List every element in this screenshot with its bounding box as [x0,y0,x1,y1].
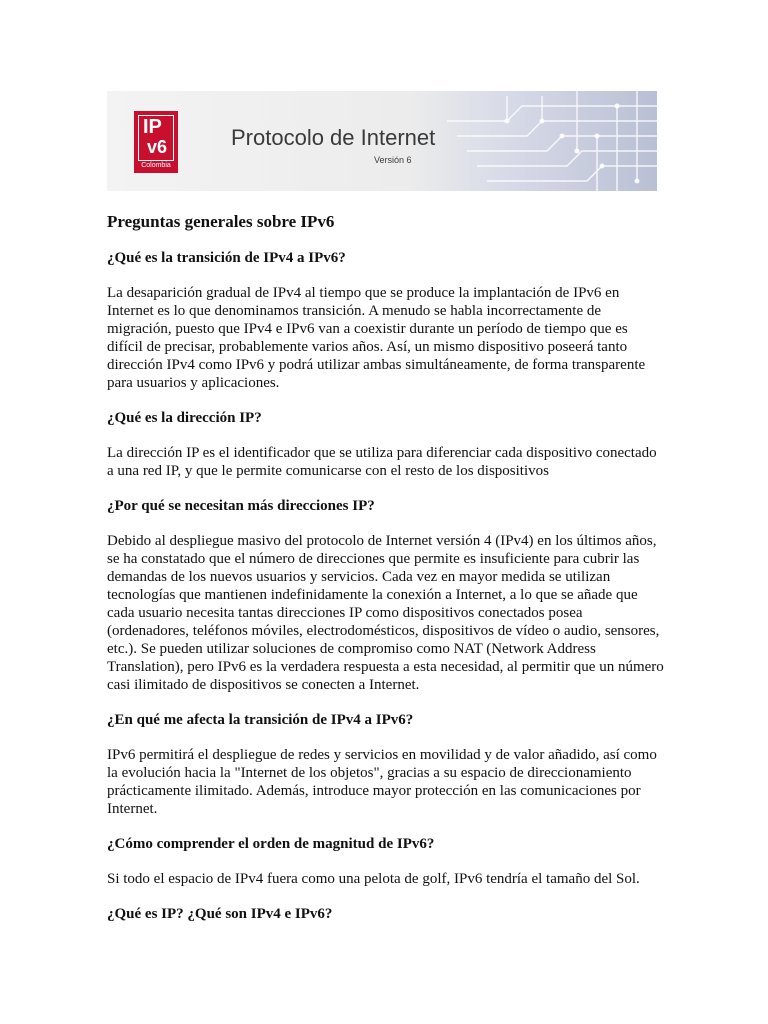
answer-paragraph: IPv6 permitirá el despliegue de redes y servicios en movilidad y de valor añadido, así como la evolución hacia la "Internet de los objetos", gracias a su espacio de direccionamiento prácticamente ilimitado. Además, introduce mayor protección en las comunicaciones por Internet. [107,747,657,817]
logo-v6-text: v6 [147,137,168,157]
logo-ip-text: IP [143,116,162,138]
answer-paragraph: La desaparición gradual de IPv4 al tiempo que se produce la implantación de IPv6 en Internet es lo que denominamos transición. A menudo se habla incorrectamente de migración, puesto que IPv4 e IPv6 van a coexistir durante un período de tiempo que es difícil de precisar, probablemente varios años. Así, un mismo dispositivo poseerá tanto dirección IPv4 como IPv6 y podrá utilizar ambas simultáneamente, de forma transparente para usuarios y aplicaciones. [107,285,646,391]
circuit-board-graphic [447,91,657,191]
question-heading: ¿Por qué se necesitan más direcciones IP? [107,498,375,514]
banner-subtitle: Versión 6 [374,155,412,165]
header-banner [107,91,657,191]
question-heading: ¿Qué es la dirección IP? [107,410,262,426]
document-body [107,212,667,923]
ipv6-colombia-logo [134,111,178,173]
banner-title: Protocolo de Internet [231,125,436,150]
logo-colombia-text: Colombia [141,162,171,169]
answer-paragraph: Debido al despliegue masivo del protocolo de Internet versión 4 (IPv4) en los últimos años, se ha constatado que el número de direcciones que permite es insuficiente para cubrir las demandas de los nuevos usuarios y servicios. Cada vez en mayor medida se utilizan tecnologías que mantienen indefinidamente la conexión a Internet, a lo que se añade que cada usuario necesita tantas direcciones IP como dispositivos conectados posea (ordenadores, teléfonos móviles, electrodomésticos, dispositivos de vídeo o audio, sensores, etc.). Se pueden utilizar soluciones de compromiso como NAT (Network Address Translation), pero IPv6 es la verdadera respuesta a esta necesidad, al permitir que un número casi ilimitado de dispositivos se conecten a Internet. [107,533,664,693]
question-heading: ¿Qué es la transición de IPv4 a IPv6? [107,250,346,266]
answer-paragraph: Si todo el espacio de IPv4 fuera como una pelota de golf, IPv6 tendría el tamaño del Sol. [107,871,640,887]
question-heading: ¿Qué es IP? ¿Qué son IPv4 e IPv6? [107,906,333,922]
question-heading: ¿En qué me afecta la transición de IPv4 a IPv6? [107,712,414,728]
page-title: Preguntas generales sobre IPv6 [107,212,335,231]
answer-paragraph: La dirección IP es el identificador que se utiliza para diferenciar cada dispositivo conectado a una red IP, y que le permite comunicarse con el resto de los dispositivos [107,445,657,479]
question-heading: ¿Cómo comprender el orden de magnitud de IPv6? [107,836,435,852]
